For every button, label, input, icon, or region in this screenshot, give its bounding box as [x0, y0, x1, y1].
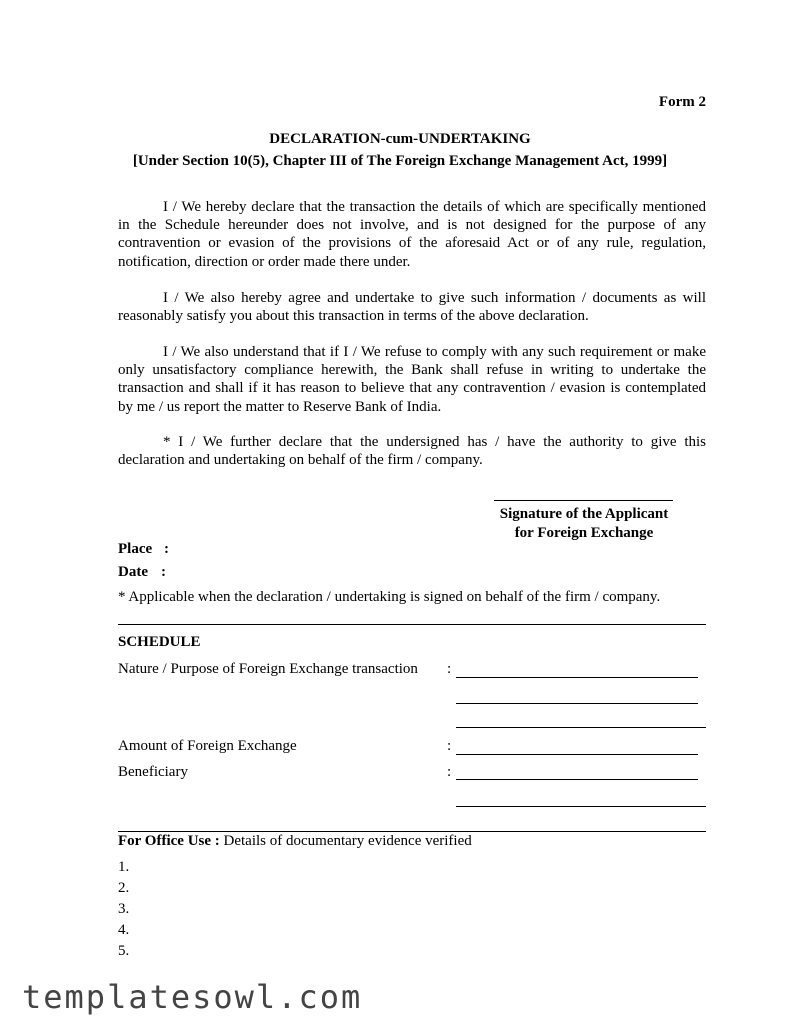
divider	[118, 831, 706, 832]
document-subtitle: [Under Section 10(5), Chapter III of The Foreign Exchange Management Act, 1999]	[132, 153, 668, 169]
nature-field-line-1[interactable]	[456, 677, 698, 678]
date-label: Date	[118, 564, 148, 580]
office-use-label: For Office Use :	[118, 833, 220, 849]
schedule-heading: SCHEDULE	[118, 634, 201, 650]
form-number: Form 2	[658, 94, 706, 110]
signature-caption-line-1: Signature of the Applicant	[499, 506, 669, 522]
beneficiary-label: Beneficiary	[118, 764, 188, 780]
watermark: templatesowl.com	[22, 978, 363, 1016]
nature-label: Nature / Purpose of Foreign Exchange transaction	[118, 661, 418, 677]
declaration-paragraph-1: I / We hereby declare that the transaction the details of which are specifically mentioned in the Schedule hereunder does not involve, and is not designed for the purpose of any contravention or evasion of the provisions of the aforesaid Act or of any rule, regulation, notification, direction or order made there under.	[118, 199, 706, 270]
declaration-paragraph-4: * I / We further declare that the undersigned has / have the authority to give this declaration and undertaking on behalf of the firm / company.	[118, 434, 706, 469]
nature-field-line-3[interactable]	[456, 727, 706, 728]
divider	[118, 624, 706, 625]
office-use-line	[118, 833, 472, 850]
office-use-item: 2.	[118, 880, 130, 896]
signature-caption	[470, 505, 698, 542]
declaration-paragraph-2: I / We also hereby agree and undertake to give such information / documents as will reasonably satisfy you about this transaction in terms of the above declaration.	[118, 290, 706, 325]
nature-field-line-2[interactable]	[456, 703, 698, 704]
office-use-text: Details of documentary evidence verified	[219, 833, 472, 849]
office-use-item: 5.	[118, 943, 130, 959]
amount-field-line[interactable]	[456, 754, 698, 755]
declaration-paragraph-3: I / We also understand that if I / We refuse to comply with any such requirement or make only unsatisfactory compliance herewith, the Bank shall refuse in writing to undertake the transaction and shall if it has reason to believe that any contravention / evasion is contemplated by me / us report the matter to Reserve Bank of India.	[118, 344, 706, 415]
place-colon: :	[164, 541, 169, 557]
beneficiary-field-line-1[interactable]	[456, 779, 698, 780]
place-label: Place	[118, 541, 153, 557]
beneficiary-colon: :	[447, 764, 452, 780]
footnote: * Applicable when the declaration / undertaking is signed on behalf of the firm / company.	[118, 589, 661, 605]
office-use-item: 1.	[118, 859, 130, 875]
signature-line[interactable]	[494, 500, 673, 501]
amount-label: Amount of Foreign Exchange	[118, 738, 297, 754]
document-title: DECLARATION-cum-UNDERTAKING	[269, 131, 531, 147]
nature-colon: :	[447, 661, 452, 677]
amount-colon: :	[447, 738, 452, 754]
office-use-item: 4.	[118, 922, 130, 938]
office-use-item: 3.	[118, 901, 130, 917]
beneficiary-field-line-2[interactable]	[456, 806, 706, 807]
signature-caption-line-2: for Foreign Exchange	[514, 524, 654, 541]
date-colon: :	[161, 564, 166, 580]
